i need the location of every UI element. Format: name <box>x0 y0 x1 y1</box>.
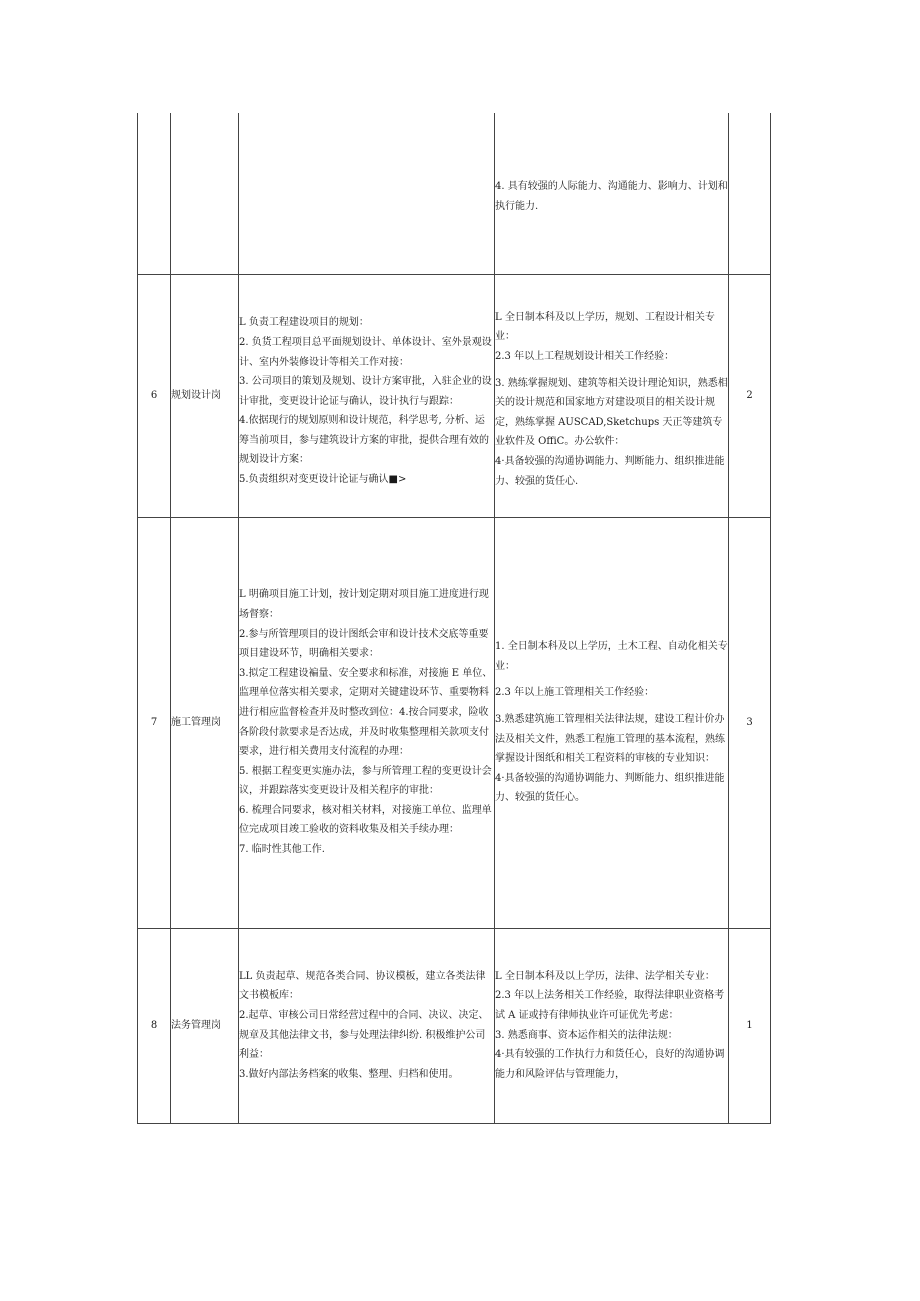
requirement-line: 2.3 年以上施工管理相关工作经验： <box>495 687 655 699</box>
table-row <box>138 274 771 517</box>
requirements-cell <box>495 517 729 928</box>
duty-line: 3. 公司项目的策划及规划、设计方案审批，入驻企业的设计审批，变更设计论证与确认，设计执行与跟踪： <box>239 376 492 407</box>
row-number: 6 <box>138 274 171 517</box>
duty-line: 4.依据现行的规划原则和设计规范，科学思考, 分析、运筹当前项目，参与建筑设计方案的审批，提供合理有效的规划设计方案： <box>239 415 489 466</box>
headcount: 2 <box>729 274 771 517</box>
requirement-line: L 全日制本科及以上学历，规划、工程设计相关专业： <box>495 311 715 343</box>
requirements-cell <box>495 928 729 1123</box>
job-table <box>137 113 771 1124</box>
job-title: 法务管理岗 <box>171 928 239 1123</box>
duty-line: 5. 根据工程变更实施办法，参与所管理工程的变更设计会议，并跟踪落实变更设计及相关程序的审批： <box>239 765 492 797</box>
duty-line: L 明确项目施工计划，按计划定期对项目施工进度进行现场督察： <box>239 589 489 620</box>
table-row <box>138 113 771 274</box>
requirement-line: 4. 具有较强的人际能力、沟通能力、影响力、计划和执行能力. <box>495 181 728 212</box>
requirement-line: 1. 全日制本科及以上学历，土木工程、自动化相关专业： <box>495 641 728 672</box>
requirement-line: 4·具有较强的工作执行力和货任心，良好的沟通协调能力和风险评估与管理能力， <box>495 1049 725 1080</box>
requirement-line: 3. 熟悉商事、资本运作相关的法律法规： <box>495 1029 678 1041</box>
duty-line: 5.负责组织对变更设计论证与确认■> <box>239 474 407 486</box>
requirement-line: 3.熟悉建筑施工管理相关法律法规，建设工程计价办法及相关文件，熟悉工程施工管理的基本流程，熟练掌握设计图纸和相关工程资料的审核的专业知识： <box>495 713 725 765</box>
table-row <box>138 517 771 928</box>
requirement-line: 2.3 年以上工程规划设计相关工作经验： <box>495 351 675 363</box>
headcount: 3 <box>729 517 771 928</box>
duty-line: 7. 临时性其他工作. <box>239 844 325 856</box>
row-number: 8 <box>138 928 171 1123</box>
requirement-line: 4·具备较强的沟通协调能力、判断能力、组织推进能力、较强的货任心. <box>495 455 725 487</box>
requirement-line: L 全日制本科及以上学历，法律、法学相关专业： <box>495 970 715 982</box>
requirement-line: 2.3 年以上法务相关工作经验，取得法律职业资格考试 A 证或持有律师执业许可证优先考虑： <box>495 990 725 1021</box>
row-number <box>138 113 171 274</box>
requirement-line: 4·具备较强的沟通协调能力、判断能力、组织推进能力、较强的货任心。 <box>495 772 725 804</box>
duty-line: L 负责工程建设项目的规划： <box>239 317 369 329</box>
table-row <box>138 928 771 1123</box>
duty-line: LL 负责起草、规范各类合同、协议模板，建立各类法律文书模板库： <box>239 970 486 1002</box>
headcount: 1 <box>729 928 771 1123</box>
duty-line: 3.拟定工程建设褊量、安全要求和标准，对接施 E 单位、监理单位落实相关要求，定期对关键建设环节、重要物料进行相应监督检查并及时整改到位：4.按合同要求，险收各阶段付款要求是否达成，并及时收集整理相关款项支付要求，进行相关费用支付流程的办理： <box>239 667 493 758</box>
duty-line: 2.起草、审核公司日常经营过程中的合同、决议、决定、规章及其他法律文书，参与处理法律纠纷. 积极维护公司利益： <box>239 1009 489 1061</box>
duty-line: 2.参与所管理项目的设计图纸会审和设计技术交底等重要项目建设环节，明确相关要求： <box>239 628 489 660</box>
requirements-cell <box>495 113 729 274</box>
job-title: 规划设计岗 <box>171 274 239 517</box>
duty-line: 3.做好内部法务档案的收集、整理、归档和使用。 <box>239 1068 459 1080</box>
job-title: 施工管理岗 <box>171 517 239 928</box>
duty-line: 6. 梳理合同要求，核对相关材料，对接施工单位、监理单位完成项目竣工验收的资料收集及相关手续办理： <box>239 804 492 836</box>
duties-cell <box>239 928 495 1123</box>
duty-line: 2. 负货工程项目总平面规划设计、单体设计、室外景观设计、室内外装修设计等相关工作对接： <box>239 336 492 368</box>
requirements-cell <box>495 274 729 517</box>
duties-cell <box>239 517 495 928</box>
duties-cell <box>239 113 495 274</box>
headcount <box>729 113 771 274</box>
duties-cell <box>239 274 495 517</box>
job-title <box>171 113 239 274</box>
requirement-line: 3. 熟练掌握规划、建筑等相关设计理论知识，熟悉相关的设计规范和国家地方对建设项目的相关设计规定，熟练掌握 AUSCAD,Sketchups 天正等建筑专业软件及 OffiC。办公软件： <box>495 377 728 448</box>
row-number: 7 <box>138 517 171 928</box>
